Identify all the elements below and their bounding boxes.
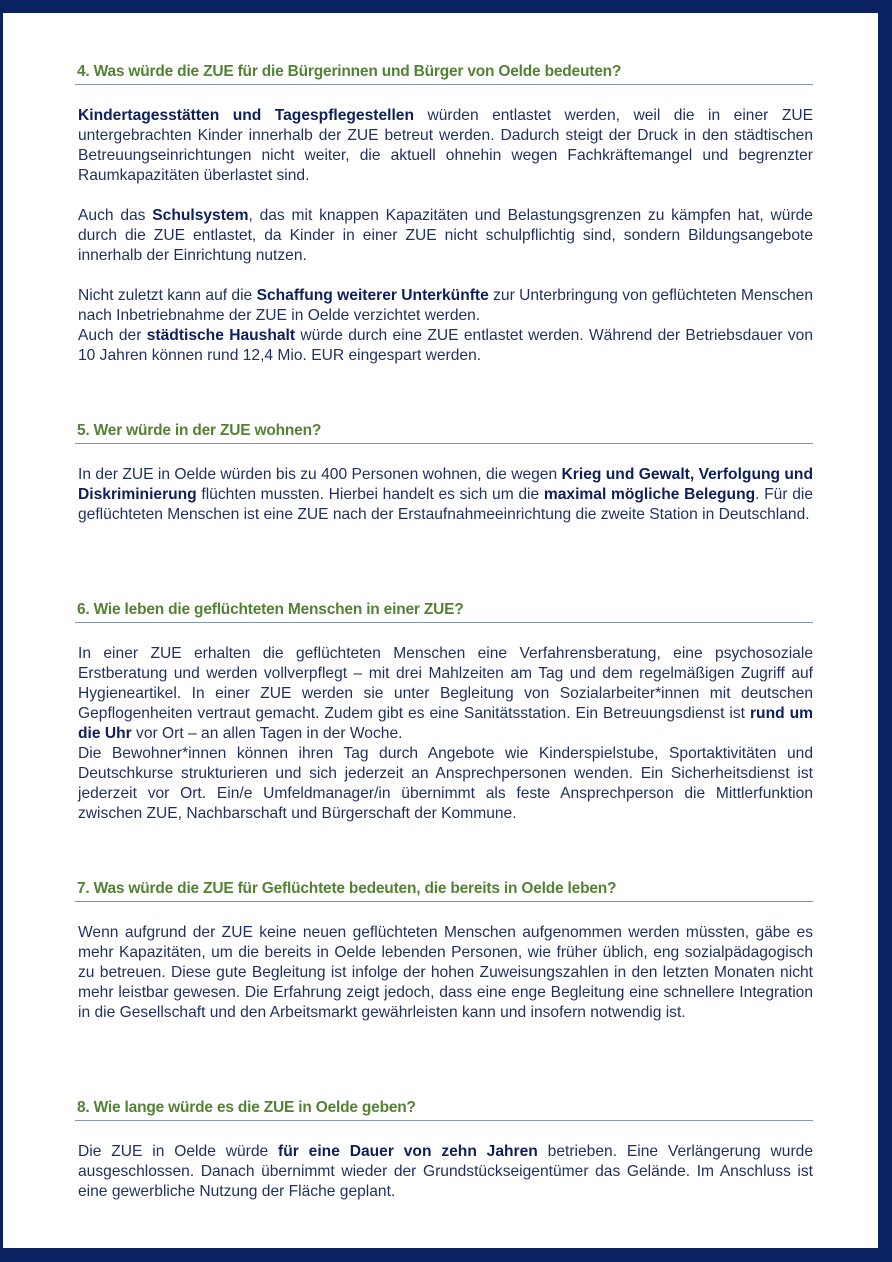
emphasized-text: Schulsystem [152,207,249,224]
document-page [3,13,878,1248]
paragraph [75,286,813,326]
section-heading: 6. Wie leben die geflüchteten Menschen in einer ZUE? [75,601,813,623]
section-heading: 5. Wer würde in der ZUE wohnen? [75,422,813,444]
paragraph [75,106,813,186]
body-text: würden entlastet werden, weil die in einer ZUE untergebrachten Kinder innerhalb der ZUE betreut werden. Dadurch steigt der Druck in den städtischen Betreuungseinrichtungen nicht weiter, die aktuell ohnehin wegen Fachkräftemangel und begrenzter Raumkapazitäten überlastet sind. [78,107,814,184]
paragraph [75,326,813,366]
body-text: Wenn aufgrund der ZUE keine neuen geflüchteten Menschen aufgenommen werden müssten, gäbe es mehr Kapazitäten, um die bereits in Oelde lebenden Personen, wie früher üblich, eng sozialpädagogisch zu betreuen. Diese gute Begleitung ist infolge der hohen Zuweisungszahlen in den letzten Monaten nicht mehr leistbar gewesen. Die Erfahrung zeigt jedoch, dass eine enge Begleitung eine schnellere Integration in die Gesellschaft und den Arbeitsmarkt gewährleisten kann und insofern notwendig ist. [78,924,813,1021]
paragraph [75,744,813,824]
paragraph [75,465,813,525]
body-text: würde durch eine ZUE entlastet werden. Während der Betriebsdauer von 10 Jahren können rund 12,4 Mio. EUR eingespart werden. [78,327,813,364]
body-text: , das mit knappen Kapazitäten und Belastungsgrenzen zu kämpfen hat, würde durch die ZUE entlastet, da Kinder in einer ZUE nicht schulpflichtig sind, sondern Bildungsangebote innerhalb der Einrichtung nutzen. [78,207,813,264]
body-text: vor Ort – an allen Tagen in der Woche. [131,725,403,742]
emphasized-text: für eine Dauer von zehn Jahren [278,1143,538,1160]
emphasized-text: Krieg und Gewalt, Verfolgung und Diskriminierung [78,466,813,503]
section-7 [75,880,813,1023]
paragraph [75,923,813,1023]
body-text: . Für die geflüchteten Menschen ist eine ZUE nach der Erstaufnahmeeinrichtung die zweite Station in Deutschland. [78,486,813,523]
section-4 [75,63,813,366]
body-text: Nicht zuletzt kann auf die [78,287,257,304]
emphasized-text: Kindertagesstätten und Tagespflegestellen [78,107,414,124]
section-heading: 4. Was würde die ZUE für die Bürgerinnen und Bürger von Oelde bedeuten? [75,63,813,85]
body-text: Die ZUE in Oelde würde [78,1143,279,1160]
body-text: Auch der [78,327,147,344]
body-text: In der ZUE in Oelde würden bis zu 400 Personen wohnen, die wegen [78,466,562,483]
body-text: flüchten mussten. Hierbei handelt es sich um die [196,486,544,503]
body-text: zur Unterbringung von geflüchteten Menschen nach Inbetriebnahme der ZUE in Oelde verzichtet werden. [78,287,814,324]
section-5 [75,422,813,525]
section-heading: 7. Was würde die ZUE für Geflüchtete bedeuten, die bereits in Oelde leben? [75,880,813,902]
body-text: Die Bewohner*innen können ihren Tag durch Angebote wie Kinderspielstube, Sportaktivitäten und Deutschkurse strukturieren und sich jederzeit an Ansprechpersonen wenden. Ein Sicherheitsdienst ist jederzeit vor Ort. Ein/e Umfeldmanager/in übernimmt als feste Ansprechperson die Mittlerfunktion zwischen ZUE, Nachbarschaft und Bürgerschaft der Kommune. [78,745,813,822]
body-text: Auch das [78,207,153,224]
emphasized-text: maximal mögliche Belegung [543,486,756,503]
body-text: In einer ZUE erhalten die geflüchteten Menschen eine Verfahrensberatung, eine psychosoziale Erstberatung und werden vollverpflegt – mit drei Mahlzeiten am Tag und dem regelmäßigen Zugriff auf Hygieneartikel. In einer ZUE werden sie unter Begleitung von Sozialarbeiter*innen mit deutschen Gepflogenheiten vertraut gemacht. Zudem gibt es eine Sanitätsstation. Ein Betreuungsdienst ist [78,645,813,722]
section-8 [75,1099,813,1202]
paragraph [75,206,813,266]
body-text: betrieben. Eine Verlängerung wurde ausgeschlossen. Danach übernimmt wieder der Grundstückseigentümer das Gelände. Im Anschluss ist eine gewerbliche Nutzung der Fläche geplant. [78,1143,814,1200]
emphasized-text: städtische Haushalt [146,327,296,344]
paragraph [75,1142,813,1202]
section-6 [75,601,813,824]
emphasized-text: Schaffung weiterer Unterkünfte [256,287,489,304]
section-heading: 8. Wie lange würde es die ZUE in Oelde geben? [75,1099,813,1121]
emphasized-text: rund um die Uhr [78,705,813,742]
paragraph [75,644,813,744]
